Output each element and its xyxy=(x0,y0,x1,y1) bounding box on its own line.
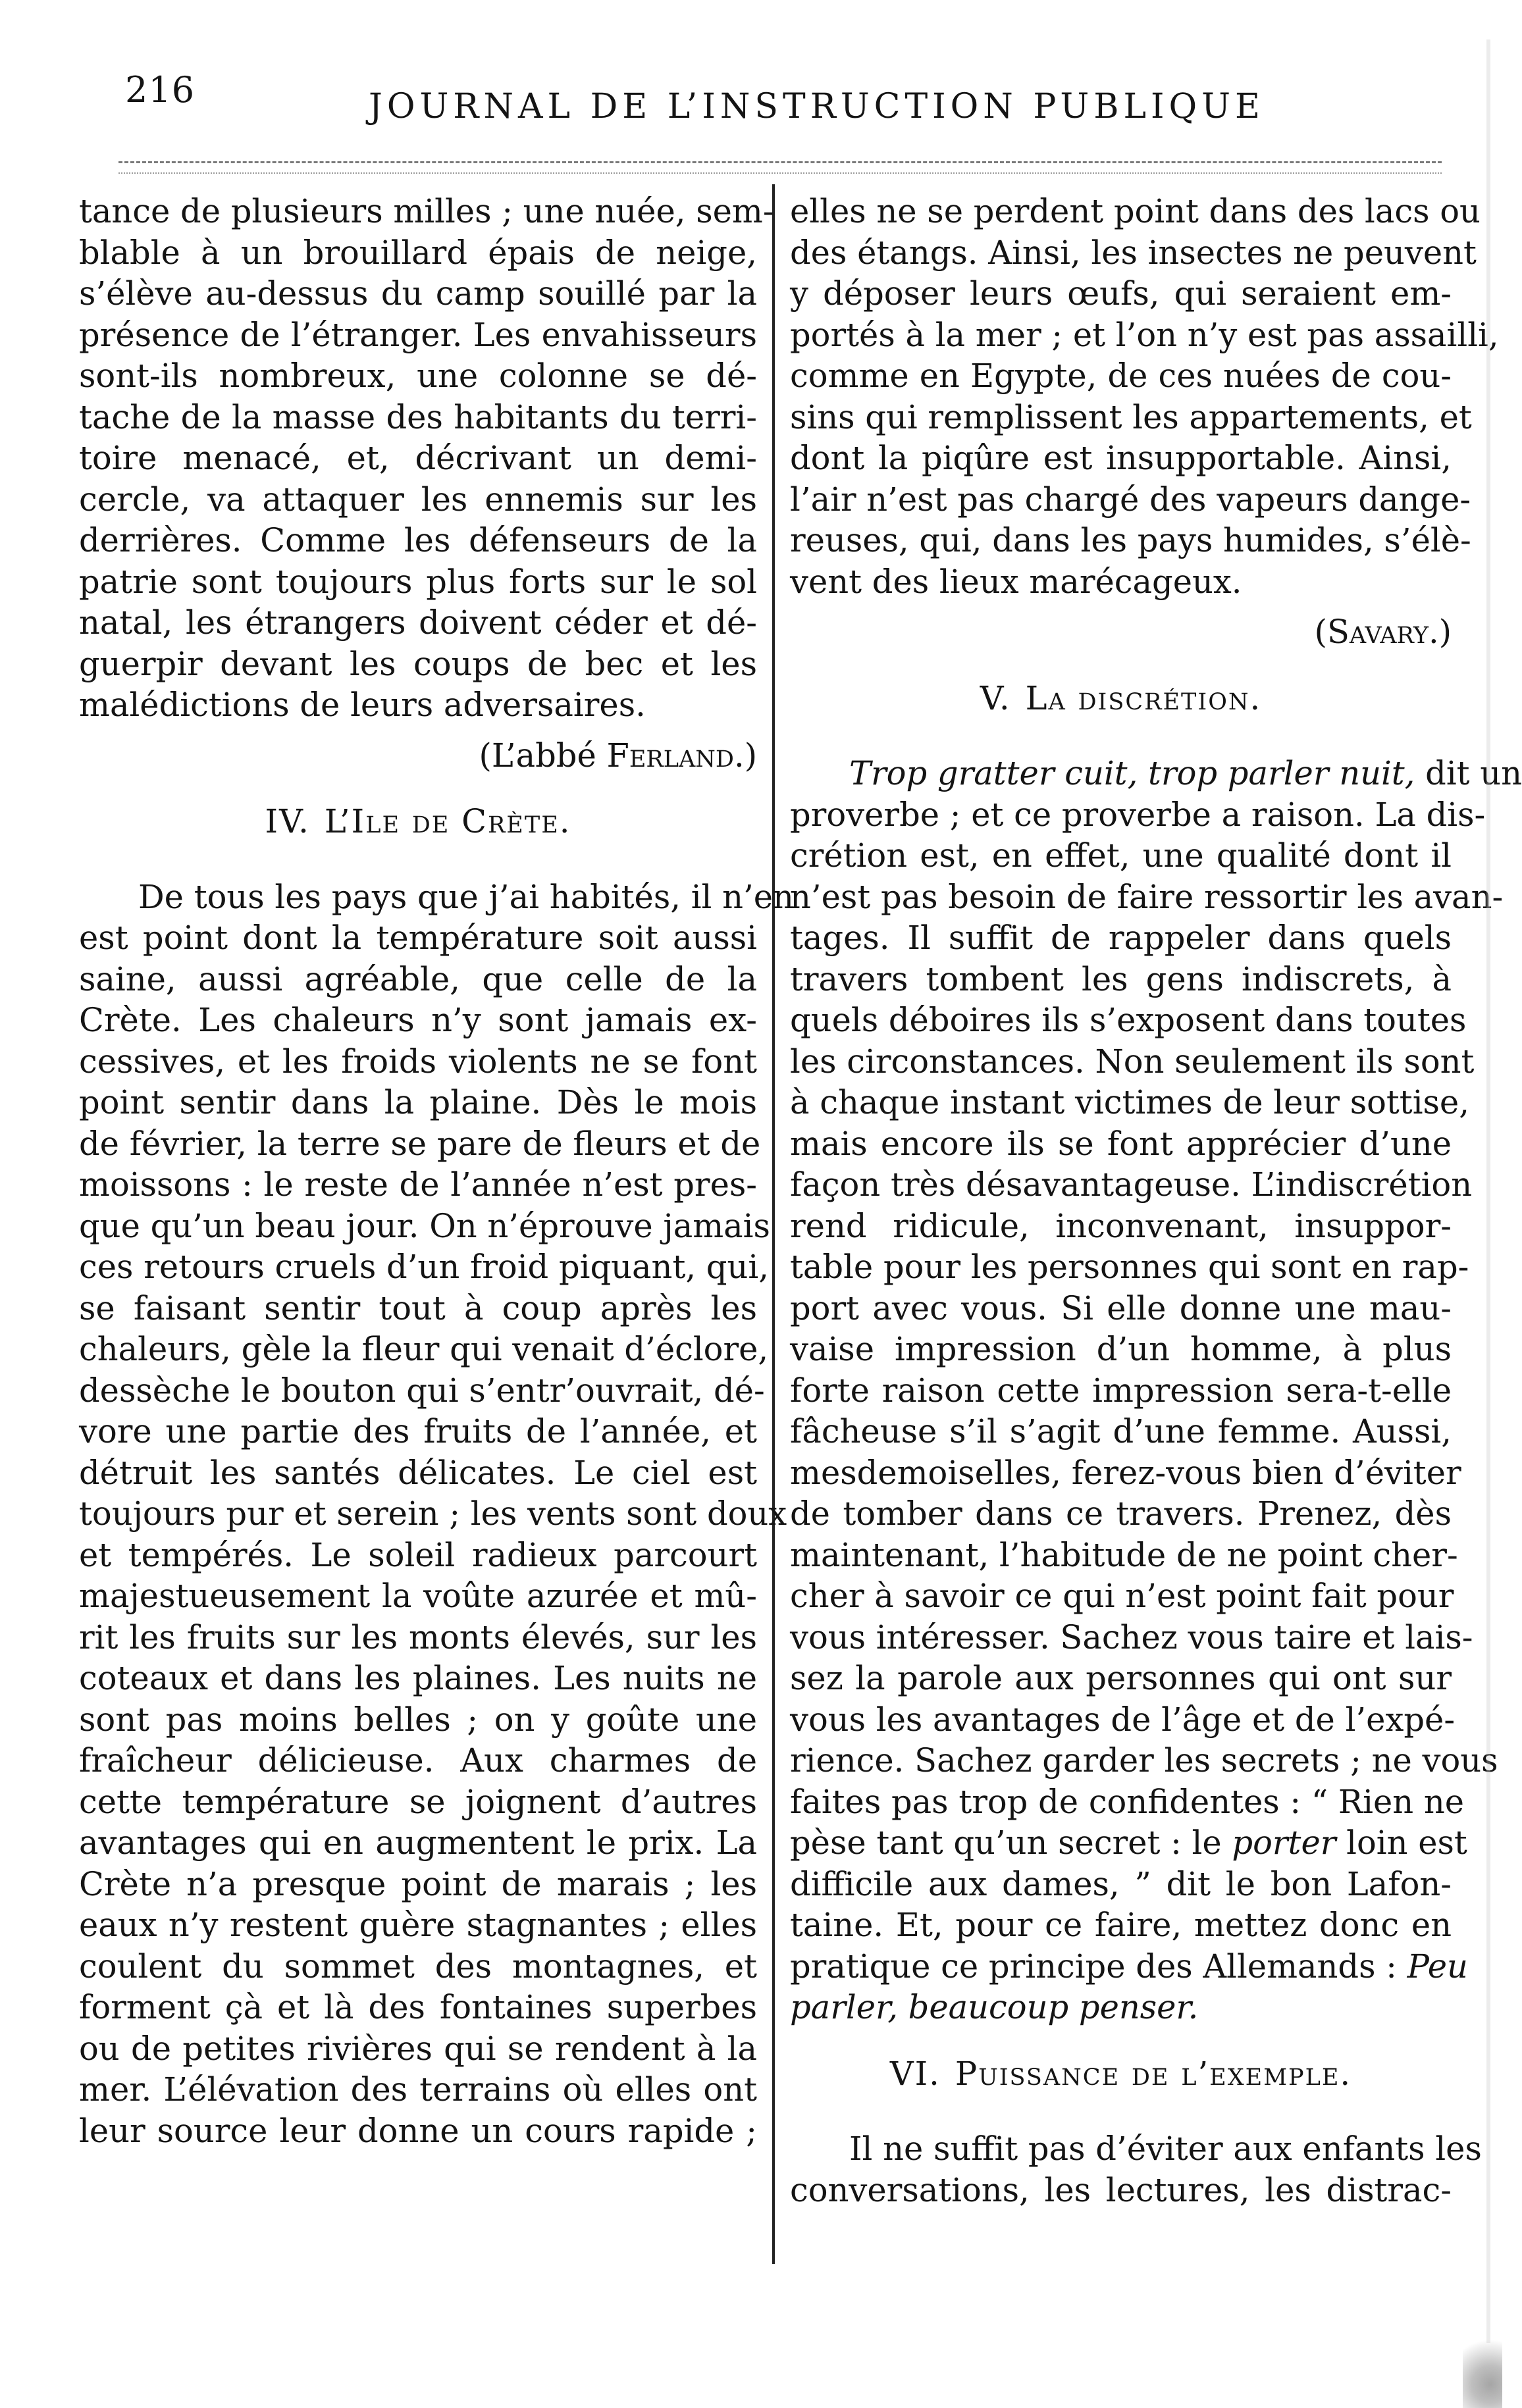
attribution-suffix: .) xyxy=(1428,613,1452,651)
text-line: sont pas moins belles ; on y goûte une xyxy=(79,1700,757,1739)
text-line: mer. L’élévation des terrains où elles ont xyxy=(79,2070,757,2109)
attribution-suffix: .) xyxy=(733,736,757,775)
section-title: Puissance de l’exemple. xyxy=(955,2054,1352,2093)
text-line: proverbe ; et ce proverbe a raison. La dis- xyxy=(790,795,1486,834)
running-title: JOURNAL DE L’INSTRUCTION PUBLIQUE xyxy=(369,87,1265,126)
text-line: crétion est, en effet, une qualité dont il xyxy=(790,836,1452,875)
section-heading-discretion xyxy=(790,678,1452,719)
text-line: ou de petites rivières qui se rendent à la xyxy=(79,2029,757,2068)
text-line: sont-ils nombreux, une colonne se dé- xyxy=(79,357,757,395)
section-heading-crete xyxy=(79,801,757,842)
attribution-ferland xyxy=(79,735,757,777)
text-line: des étangs. Ainsi, les insectes ne peuvent xyxy=(790,233,1477,272)
text-line xyxy=(790,753,1522,794)
text-line: forment çà et là des fontaines superbes xyxy=(79,1988,757,2026)
text-line: guerpir devant les coups de bec et les xyxy=(79,644,757,683)
text-line: forte raison cette impression sera-t-elle xyxy=(790,1371,1452,1410)
header-rule xyxy=(118,161,1442,163)
text-line: point sentir dans la plaine. Dès le mois xyxy=(79,1083,757,1121)
text-line: malédictions de leurs adversaires. xyxy=(79,686,646,724)
text-line: que qu’un beau jour. On n’éprouve jamais xyxy=(79,1206,770,1245)
text-line: sez la parole aux personnes qui ont sur xyxy=(790,1659,1452,1697)
text-line: rend ridicule, inconvenant, insuppor- xyxy=(790,1206,1452,1245)
text-line: majestueusement la voûte azurée et mû- xyxy=(79,1577,757,1615)
text-fragment: loin est xyxy=(1336,1824,1467,1862)
scan-smudge xyxy=(1463,2329,1502,2408)
text-line: fâcheuse s’il s’agit d’une femme. Aussi, xyxy=(790,1412,1452,1450)
text-line: port avec vous. Si elle donne une mau- xyxy=(790,1289,1452,1327)
section-title: La discrétion. xyxy=(1025,679,1262,717)
text-line: fraîcheur délicieuse. Aux charmes de xyxy=(79,1741,757,1780)
text-line: façon très désavantageuse. L’indiscrétion xyxy=(790,1166,1473,1204)
attribution-prefix: (L’abbé xyxy=(479,736,607,775)
header-rule-secondary xyxy=(118,172,1442,174)
text-line: eaux n’y restent guère stagnantes ; elles xyxy=(79,1906,757,1944)
text-line: avantages qui en augmentent le prix. La xyxy=(79,1824,757,1862)
text-line xyxy=(790,1822,1467,1864)
paragraph-example xyxy=(790,2128,1482,2211)
text-line: quels déboires ils s’exposent dans toutes xyxy=(790,1001,1467,1039)
text-line: et tempérés. Le soleil radieux parcourt xyxy=(79,1535,757,1574)
text-line: rience. Sachez garder les secrets ; ne vous xyxy=(790,1741,1498,1780)
text-line: saine, aussi agréable, que celle de la xyxy=(79,960,757,998)
text-line: à chaque instant victimes de leur sottise, xyxy=(790,1083,1469,1121)
text-line: vous les avantages de l’âge et de l’expé- xyxy=(790,1700,1456,1739)
text-line: elles ne se perdent point dans des lacs ou xyxy=(790,192,1481,230)
text-line: ces retours cruels d’un froid piquant, qui, xyxy=(79,1248,769,1286)
text-fragment: pratique ce principe des Allemands : xyxy=(790,1947,1407,1985)
text-line: portés à la mer ; et l’on n’y est pas assailli, xyxy=(790,315,1499,354)
text-line: mesdemoiselles, ferez-vous bien d’éviter xyxy=(790,1453,1461,1492)
text-line: s’élève au-dessus du camp souillé par la xyxy=(79,274,757,313)
text-line: toujours pur et serein ; les vents sont doux xyxy=(79,1495,787,1533)
text-line: cercle, va attaquer les ennemis sur les xyxy=(79,480,757,519)
text-line: taine. Et, pour ce faire, mettez donc en xyxy=(790,1906,1452,1944)
section-numeral: IV. xyxy=(265,802,310,840)
text-line: conversations, les lectures, les distrac- xyxy=(790,2170,1452,2209)
text-line: les circonstances. Non seulement ils sont xyxy=(790,1042,1475,1081)
text-line: comme en Egypte, de ces nuées de cou- xyxy=(790,357,1452,395)
text-line: cette température se joignent d’autres xyxy=(79,1782,757,1821)
text-line: leur source leur donne un cours rapide ; xyxy=(79,2111,757,2150)
text-line xyxy=(790,1987,1452,2028)
text-line: moissons : le reste de l’année n’est pres- xyxy=(79,1166,757,1204)
page-edge-shadow xyxy=(1486,39,1490,2343)
italic-maxim: parler, beaucoup penser. xyxy=(790,1988,1199,2026)
text-line: rit les fruits sur les monts élevés, sur les xyxy=(79,1618,757,1656)
section-title: L’Ile de Crète. xyxy=(324,802,571,840)
text-line: l’air n’est pas chargé des vapeurs dange- xyxy=(790,480,1471,519)
text-line: de tomber dans ce travers. Prenez, dès xyxy=(790,1495,1452,1533)
text-line: faites pas trop de confidentes : “ Rien ne xyxy=(790,1782,1465,1821)
section-numeral: V. xyxy=(980,679,1011,717)
text-line: de février, la terre se pare de fleurs et de xyxy=(79,1124,761,1163)
text-line: reuses, qui, dans les pays humides, s’élè- xyxy=(790,521,1471,559)
text-line: Il ne suffit pas d’éviter aux enfants les xyxy=(849,2130,1482,2168)
text-line: est point dont la température soit aussi xyxy=(79,919,757,957)
text-line: détruit les santés délicates. Le ciel est xyxy=(79,1453,757,1492)
text-line: sins qui remplissent les appartements, et xyxy=(790,397,1472,436)
text-line: vore une partie des fruits de l’année, et xyxy=(79,1412,757,1450)
paragraph-crete-continued xyxy=(790,191,1499,602)
text-line: cessives, et les froids violents ne se font xyxy=(79,1042,757,1081)
section-heading-example xyxy=(790,2053,1452,2095)
text-line: Crète n’a presque point de marais ; les xyxy=(79,1864,757,1903)
left-column xyxy=(79,191,794,2151)
column-divider xyxy=(772,184,775,2264)
text-line: chaleurs, gèle la fleur qui venait d’éclore, xyxy=(79,1330,769,1368)
text-line: dont la piqûre est insupportable. Ainsi, xyxy=(790,439,1452,477)
italic-maxim: Peu xyxy=(1407,1947,1468,1985)
text-line: derrières. Comme les défenseurs de la xyxy=(79,521,757,559)
text-line: table pour les personnes qui sont en rap- xyxy=(790,1248,1469,1286)
text-line: blable à un brouillard épais de neige, xyxy=(79,233,757,272)
text-line xyxy=(790,1946,1468,1987)
text-line: tache de la masse des habitants du terri- xyxy=(79,397,757,436)
text-line: Crète. Les chaleurs n’y sont jamais ex- xyxy=(79,1001,757,1039)
text-line: tages. Il suffit de rappeler dans quels xyxy=(790,919,1452,957)
attribution-author: Ferland xyxy=(606,736,734,775)
text-fragment: dit un xyxy=(1415,754,1522,792)
text-line: tance de plusieurs milles ; une nuée, sem- xyxy=(79,192,774,230)
text-line: coulent du sommet des montagnes, et xyxy=(79,1947,757,1985)
text-line: difficile aux dames, ” dit le bon Lafon- xyxy=(790,1864,1452,1903)
section-numeral: VI. xyxy=(889,2054,941,2093)
text-line: mais encore ils se font apprécier d’une xyxy=(790,1124,1452,1163)
text-line: vous intéresser. Sachez vous taire et lais- xyxy=(790,1618,1473,1656)
text-line: présence de l’étranger. Les envahisseurs xyxy=(79,315,757,354)
text-line: dessèche le bouton qui s’entr’ouvrait, dé- xyxy=(79,1371,765,1410)
proverb-italic: Trop gratter cuit, trop parler nuit, xyxy=(849,754,1415,792)
attribution-author: Savary xyxy=(1326,613,1429,651)
text-line: patrie sont toujours plus forts sur le sol xyxy=(79,562,757,601)
text-line: travers tombent les gens indiscrets, à xyxy=(790,960,1452,998)
text-fragment: pèse tant qu’un secret : le xyxy=(790,1824,1232,1862)
text-line: n’est pas besoin de faire ressortir les avan- xyxy=(790,877,1504,916)
paragraph-discretion xyxy=(790,753,1522,2028)
text-line: y déposer leurs œufs, qui seraient em- xyxy=(790,274,1452,313)
attribution-prefix: ( xyxy=(1314,613,1327,651)
text-line: vaise impression d’un homme, à plus xyxy=(790,1330,1452,1368)
text-line: natal, les étrangers doivent céder et dé- xyxy=(79,603,757,642)
page-number: 216 xyxy=(125,69,196,111)
text-line: se faisant sentir tout à coup après les xyxy=(79,1289,757,1327)
paragraph-crete xyxy=(79,877,794,2152)
text-line: maintenant, l’habitude de ne point cher- xyxy=(790,1535,1458,1574)
italic-word: porter xyxy=(1232,1824,1336,1862)
attribution-savary xyxy=(790,611,1452,653)
right-column xyxy=(790,191,1522,2211)
text-line: coteaux et dans les plaines. Les nuits ne xyxy=(79,1659,757,1697)
text-line: De tous les pays que j’ai habités, il n’en xyxy=(138,877,794,916)
text-line: toire menacé, et, décrivant un demi- xyxy=(79,439,757,477)
text-line: vent des lieux marécageux. xyxy=(790,562,1242,601)
paragraph-locust-defense xyxy=(79,191,774,726)
text-line: cher à savoir ce qui n’est point fait pour xyxy=(790,1577,1454,1615)
